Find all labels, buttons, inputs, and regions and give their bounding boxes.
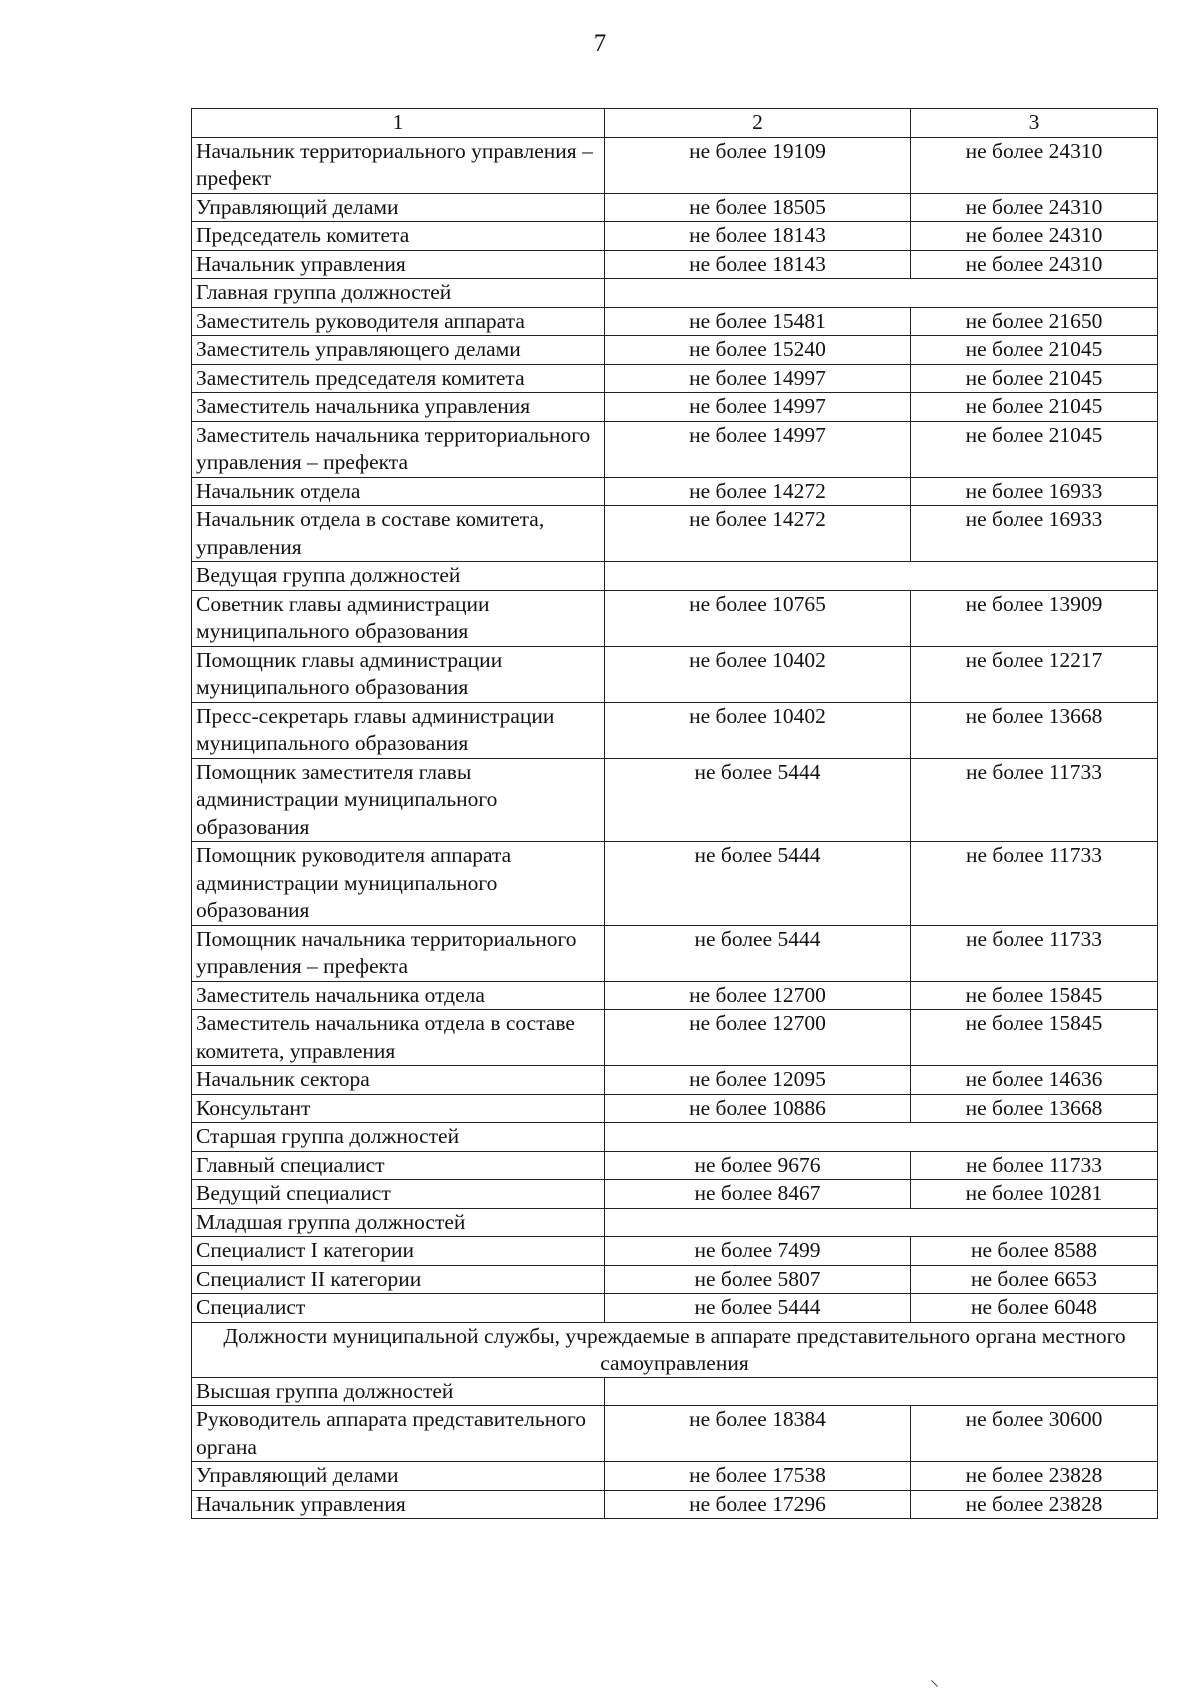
table-row bbox=[192, 590, 1158, 646]
col3-value: не более 24310 bbox=[911, 137, 1158, 193]
col3-value: не более 11733 bbox=[911, 1151, 1158, 1180]
col3-value: не более 15845 bbox=[911, 981, 1158, 1010]
col3-value: не более 14636 bbox=[911, 1066, 1158, 1095]
col3-value: не более 16933 bbox=[911, 506, 1158, 562]
position-name: Заместитель начальника территориального управления – префекта bbox=[192, 421, 605, 477]
section-heading-row bbox=[192, 1322, 1158, 1377]
table-row bbox=[192, 1010, 1158, 1066]
table-row bbox=[192, 1462, 1158, 1491]
col2-value: не более 7499 bbox=[605, 1237, 911, 1266]
table-row bbox=[192, 222, 1158, 251]
col2-value: не более 14272 bbox=[605, 477, 911, 506]
col3-value: не более 21045 bbox=[911, 364, 1158, 393]
col3-value: не более 15845 bbox=[911, 1010, 1158, 1066]
col2-value: не более 18505 bbox=[605, 193, 911, 222]
col3-value: не более 21045 bbox=[911, 393, 1158, 422]
scan-speck: ⸌ bbox=[930, 1677, 939, 1697]
col2-value: не более 12700 bbox=[605, 1010, 911, 1066]
position-name: Специалист bbox=[192, 1294, 605, 1323]
col2-value: не более 10765 bbox=[605, 590, 911, 646]
group-heading-row bbox=[192, 279, 1158, 308]
table-row bbox=[192, 336, 1158, 365]
position-name: Начальник отдела bbox=[192, 477, 605, 506]
table-row bbox=[192, 646, 1158, 702]
position-name: Заместитель руководителя аппарата bbox=[192, 307, 605, 336]
table-row bbox=[192, 506, 1158, 562]
group-heading-row bbox=[192, 1123, 1158, 1152]
group-heading: Старшая группа должностей bbox=[192, 1123, 605, 1152]
position-name: Начальник управления bbox=[192, 1490, 605, 1519]
table-row bbox=[192, 1294, 1158, 1323]
group-empty-cell bbox=[605, 1377, 1158, 1406]
position-name: Помощник заместителя главы администрации муниципального образования bbox=[192, 758, 605, 842]
table-body bbox=[192, 109, 1158, 1519]
col2-value: не более 17296 bbox=[605, 1490, 911, 1519]
group-heading-row bbox=[192, 1208, 1158, 1237]
position-name: Начальник отдела в составе комитета, управления bbox=[192, 506, 605, 562]
col3-value: не более 21650 bbox=[911, 307, 1158, 336]
col2-value: не более 18143 bbox=[605, 222, 911, 251]
group-heading: Главная группа должностей bbox=[192, 279, 605, 308]
position-name: Председатель комитета bbox=[192, 222, 605, 251]
col2-value: не более 14997 bbox=[605, 421, 911, 477]
col2-value: не более 14272 bbox=[605, 506, 911, 562]
table-row bbox=[192, 1180, 1158, 1209]
col2-value: не более 5444 bbox=[605, 925, 911, 981]
table-row bbox=[192, 1265, 1158, 1294]
col3-value: не более 11733 bbox=[911, 758, 1158, 842]
position-name: Заместитель начальника управления bbox=[192, 393, 605, 422]
table-row bbox=[192, 250, 1158, 279]
col3-value: не более 13668 bbox=[911, 702, 1158, 758]
col3-value: не более 30600 bbox=[911, 1406, 1158, 1462]
table-row bbox=[192, 1237, 1158, 1266]
col3-value: не более 16933 bbox=[911, 477, 1158, 506]
col3-value: не более 11733 bbox=[911, 842, 1158, 926]
col3-value: не более 23828 bbox=[911, 1462, 1158, 1491]
table-row bbox=[192, 137, 1158, 193]
position-name: Помощник начальника территориального управления – префекта bbox=[192, 925, 605, 981]
col3-value: не более 13909 bbox=[911, 590, 1158, 646]
group-heading-row bbox=[192, 1377, 1158, 1406]
col2-value: не более 14997 bbox=[605, 364, 911, 393]
table-row bbox=[192, 421, 1158, 477]
position-name: Заместитель председателя комитета bbox=[192, 364, 605, 393]
table-row bbox=[192, 842, 1158, 926]
col3-value: не более 21045 bbox=[911, 336, 1158, 365]
table-row bbox=[192, 1066, 1158, 1095]
col3-value: не более 24310 bbox=[911, 193, 1158, 222]
position-name: Помощник главы администрации муниципального образования bbox=[192, 646, 605, 702]
position-name: Управляющий делами bbox=[192, 193, 605, 222]
group-heading: Высшая группа должностей bbox=[192, 1377, 605, 1406]
col2-value: не более 10402 bbox=[605, 702, 911, 758]
section-heading: Должности муниципальной службы, учреждаемые в аппарате представительного органа местного самоуправления bbox=[192, 1322, 1158, 1377]
salary-table bbox=[191, 108, 1158, 1519]
group-heading: Ведущая группа должностей bbox=[192, 562, 605, 591]
table-row bbox=[192, 364, 1158, 393]
col3-value: не более 12217 bbox=[911, 646, 1158, 702]
header-cell-2: 2 bbox=[605, 109, 911, 138]
group-heading: Младшая группа должностей bbox=[192, 1208, 605, 1237]
position-name: Заместитель начальника отдела bbox=[192, 981, 605, 1010]
col2-value: не более 5807 bbox=[605, 1265, 911, 1294]
table-row bbox=[192, 1151, 1158, 1180]
page-number: 7 bbox=[593, 30, 607, 57]
position-name: Главный специалист bbox=[192, 1151, 605, 1180]
col2-value: не более 9676 bbox=[605, 1151, 911, 1180]
position-name: Заместитель управляющего делами bbox=[192, 336, 605, 365]
position-name: Руководитель аппарата представительного органа bbox=[192, 1406, 605, 1462]
col2-value: не более 15481 bbox=[605, 307, 911, 336]
col3-value: не более 6048 bbox=[911, 1294, 1158, 1323]
col3-value: не более 8588 bbox=[911, 1237, 1158, 1266]
col3-value: не более 21045 bbox=[911, 421, 1158, 477]
col2-value: не более 15240 bbox=[605, 336, 911, 365]
col2-value: не более 5444 bbox=[605, 842, 911, 926]
col2-value: не более 14997 bbox=[605, 393, 911, 422]
col2-value: не более 10886 bbox=[605, 1094, 911, 1123]
col2-value: не более 19109 bbox=[605, 137, 911, 193]
table-row bbox=[192, 925, 1158, 981]
group-empty-cell bbox=[605, 562, 1158, 591]
position-name: Начальник территориального управления – префект bbox=[192, 137, 605, 193]
table-header-row bbox=[192, 109, 1158, 138]
col3-value: не более 13668 bbox=[911, 1094, 1158, 1123]
table-row bbox=[192, 1094, 1158, 1123]
position-name: Начальник управления bbox=[192, 250, 605, 279]
col2-value: не более 10402 bbox=[605, 646, 911, 702]
position-name: Начальник сектора bbox=[192, 1066, 605, 1095]
col3-value: не более 24310 bbox=[911, 250, 1158, 279]
position-name: Специалист II категории bbox=[192, 1265, 605, 1294]
header-cell-3: 3 bbox=[911, 109, 1158, 138]
group-empty-cell bbox=[605, 1123, 1158, 1152]
group-heading-row bbox=[192, 562, 1158, 591]
header-cell-1: 1 bbox=[192, 109, 605, 138]
position-name: Советник главы администрации муниципального образования bbox=[192, 590, 605, 646]
position-name: Управляющий делами bbox=[192, 1462, 605, 1491]
table-row bbox=[192, 1490, 1158, 1519]
col3-value: не более 6653 bbox=[911, 1265, 1158, 1294]
col2-value: не более 18384 bbox=[605, 1406, 911, 1462]
col2-value: не более 5444 bbox=[605, 758, 911, 842]
col2-value: не более 17538 bbox=[605, 1462, 911, 1491]
table-row bbox=[192, 981, 1158, 1010]
col3-value: не более 11733 bbox=[911, 925, 1158, 981]
col3-value: не более 10281 bbox=[911, 1180, 1158, 1209]
group-empty-cell bbox=[605, 1208, 1158, 1237]
table-row bbox=[192, 307, 1158, 336]
group-empty-cell bbox=[605, 279, 1158, 308]
col2-value: не более 5444 bbox=[605, 1294, 911, 1323]
col3-value: не более 23828 bbox=[911, 1490, 1158, 1519]
col2-value: не более 18143 bbox=[605, 250, 911, 279]
col2-value: не более 12700 bbox=[605, 981, 911, 1010]
position-name: Специалист I категории bbox=[192, 1237, 605, 1266]
table-row bbox=[192, 702, 1158, 758]
col3-value: не более 24310 bbox=[911, 222, 1158, 251]
position-name: Пресс-секретарь главы администрации муниципального образования bbox=[192, 702, 605, 758]
table-row bbox=[192, 758, 1158, 842]
col2-value: не более 8467 bbox=[605, 1180, 911, 1209]
position-name: Консультант bbox=[192, 1094, 605, 1123]
col2-value: не более 12095 bbox=[605, 1066, 911, 1095]
table-row bbox=[192, 393, 1158, 422]
table-row bbox=[192, 477, 1158, 506]
table-row bbox=[192, 1406, 1158, 1462]
table-row bbox=[192, 193, 1158, 222]
position-name: Ведущий специалист bbox=[192, 1180, 605, 1209]
position-name: Помощник руководителя аппарата администрации муниципального образования bbox=[192, 842, 605, 926]
position-name: Заместитель начальника отдела в составе комитета, управления bbox=[192, 1010, 605, 1066]
